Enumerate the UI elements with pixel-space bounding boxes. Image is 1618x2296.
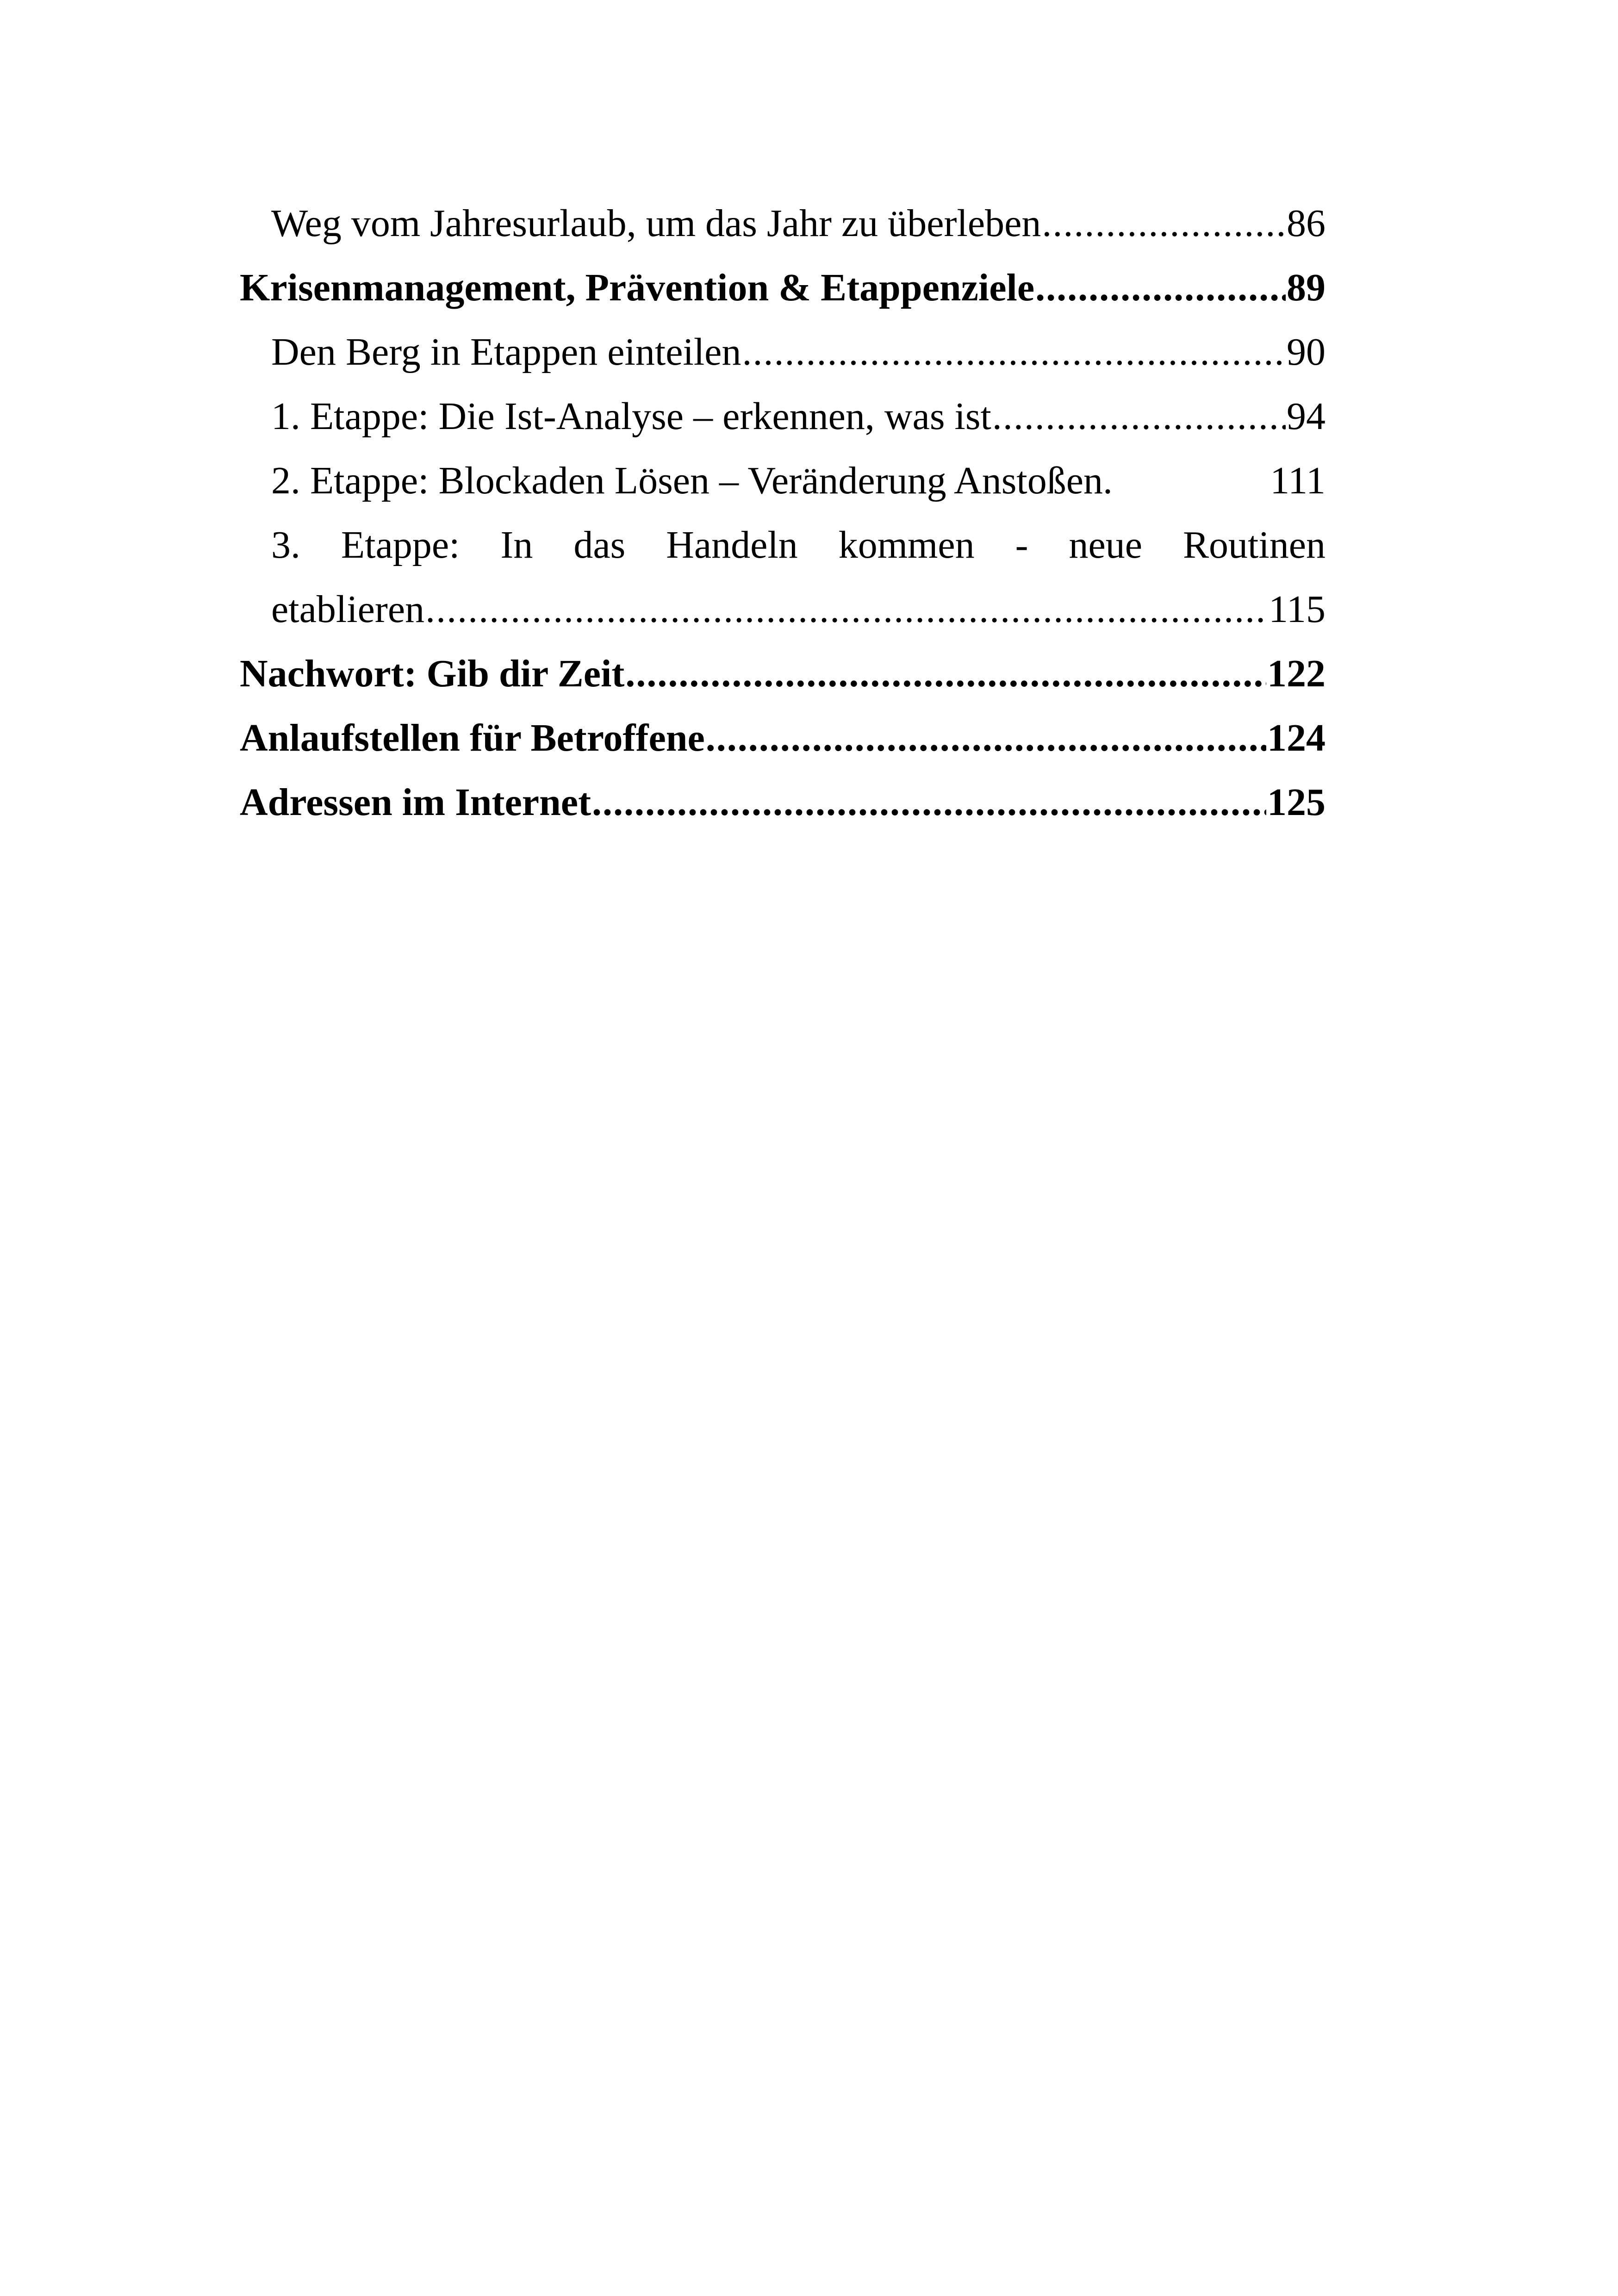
toc-entry-chapter <box>240 770 1326 834</box>
toc-entry-title: Den Berg in Etappen einteilen <box>271 330 741 373</box>
toc-entry-title: Anlaufstellen für Betroffene <box>240 716 705 759</box>
toc-entry-chapter <box>240 641 1326 706</box>
toc-entry <box>271 384 1326 448</box>
toc-entry-page: 94 <box>1287 395 1326 438</box>
toc-entry <box>271 513 1326 641</box>
dot-leader <box>742 320 1286 384</box>
toc-entry-page: 124 <box>1267 716 1326 759</box>
dot-leader <box>992 384 1286 448</box>
toc-entry-chapter <box>240 706 1326 770</box>
toc-entry-page: 111 <box>1270 459 1326 502</box>
toc-entry-title: Weg vom Jahresurlaub, um das Jahr zu überleben <box>271 202 1041 245</box>
dot-leader <box>706 706 1266 770</box>
toc-entry-title: 1. Etappe: Die Ist-Analyse – erkennen, was ist <box>271 395 991 438</box>
toc-entry-page: 122 <box>1267 652 1326 695</box>
toc-entry-title: 2. Etappe: Blockaden Lösen – Veränderung Anstoßen. <box>271 459 1113 502</box>
toc-entry-page: 90 <box>1287 330 1326 373</box>
dot-leader <box>592 770 1266 834</box>
toc-entry-title: 3. Etappe: In das Handeln kommen - neue Routinen <box>271 523 1326 566</box>
table-of-contents <box>240 191 1326 834</box>
toc-entry-page: 86 <box>1287 202 1326 245</box>
dot-leader <box>1035 255 1286 320</box>
toc-entry-title: Nachwort: Gib dir Zeit <box>240 652 625 695</box>
dot-leader <box>625 641 1266 706</box>
toc-entry-title: Krisenmanagement, Prävention & Etappenziele <box>240 266 1035 309</box>
toc-entry-title-continued: etablieren <box>271 588 425 631</box>
toc-entry-page: 89 <box>1287 266 1326 309</box>
toc-entry-title: Adressen im Internet <box>240 781 591 824</box>
toc-entry-page: 115 <box>1269 588 1326 631</box>
dot-leader <box>1042 191 1286 255</box>
toc-entry <box>271 320 1326 384</box>
toc-entry <box>271 191 1326 255</box>
toc-entry-chapter <box>240 255 1326 320</box>
toc-entry-page: 125 <box>1267 781 1326 824</box>
dot-leader <box>425 577 1268 641</box>
toc-entry <box>271 448 1326 513</box>
